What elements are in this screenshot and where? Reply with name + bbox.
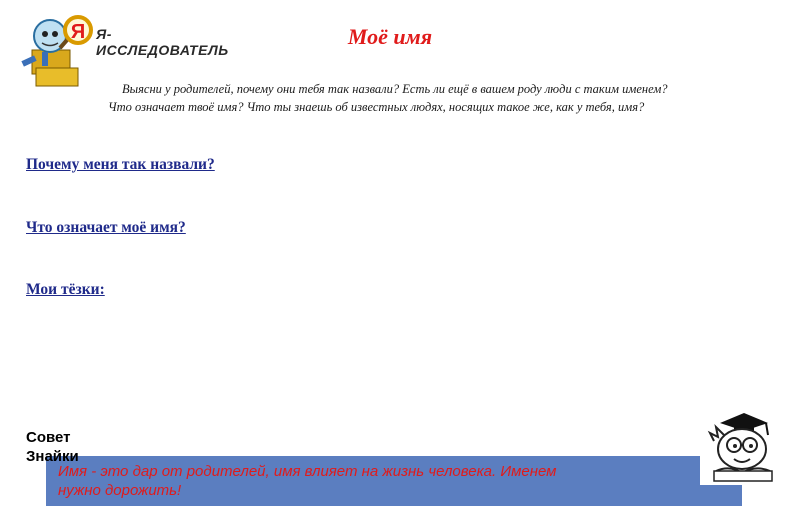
advice-label — [26, 428, 79, 466]
svg-text:Я: Я — [70, 21, 86, 43]
question-name-meaning: Что означает моё имя? — [26, 219, 186, 236]
advice-text-line2: нужно дорожить! — [58, 482, 182, 499]
advice-label-line1: Совет — [26, 429, 71, 446]
page-title: Моё имя — [347, 24, 433, 49]
question-namesakes: Мои тёзки: — [26, 281, 105, 298]
logo-text: Я-ИССЛЕДОВАТЕЛЬ — [96, 26, 229, 58]
advice-text-line1: Имя - это дар от родителей, имя влияет на жизнь человека. Именем — [58, 463, 557, 480]
advice-label-line2: Знайки — [26, 448, 79, 465]
question-why-named: Почему меня так назвали? — [26, 156, 215, 173]
znayka-character-icon — [700, 405, 785, 485]
advice-box — [46, 456, 742, 506]
advice-text — [58, 462, 742, 500]
intro-paragraph: Выясни у родителей, почему они тебя так назвали? Есть ли ещё в вашем роду люди с таким именем? Что означает твоё имя? Что ты знаешь об известных людях, носящих такое же, как у тебя, имя? — [108, 82, 668, 114]
